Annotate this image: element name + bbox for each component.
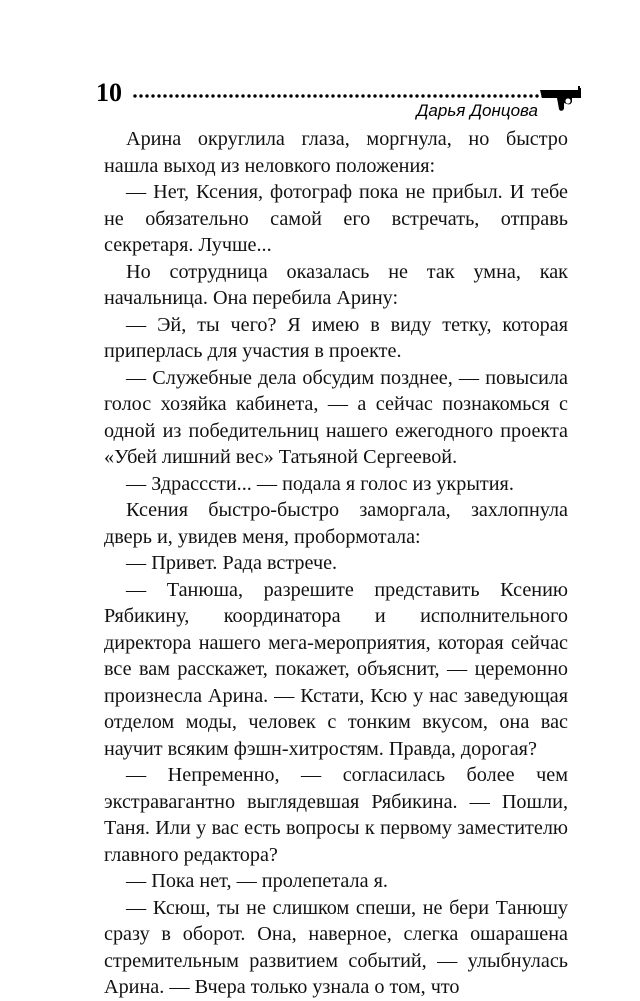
running-header	[96, 70, 582, 120]
pistol-icon	[538, 84, 582, 116]
paragraph: — Ксюш, ты не слишком спеши, не бери Танюшу сразу в оборот. Она, наверное, слегка ошарашена стремительным развитием событий, — улыбнулась Арина. — Вчера только узнала о том, что	[104, 896, 568, 998]
paragraph: — Служебные дела обсудим позднее, — повысила голос хозяйка кабинета, — а сейчас познакомься с одной из победительниц нашего ежегодного проекта «Убей лишний вес» Татьяной Сергеевой.	[104, 366, 568, 468]
paragraph: Но сотрудница оказалась не так умна, как начальница. Она перебила Арину:	[104, 260, 568, 309]
paragraph: — Привет. Рада встрече.	[126, 552, 338, 574]
paragraph: — Здрасссти... — подала я голос из укрытия.	[126, 472, 514, 495]
page-number: 10	[96, 78, 122, 107]
body-text	[104, 126, 568, 1001]
paragraph: — Нет, Ксения, фотограф пока не прибыл. И тебе не обязательно самой его встречать, отправь секретаря. Лучше...	[104, 181, 568, 256]
paragraph: — Пока нет, — пролепетала я.	[126, 870, 388, 892]
author-name: Дарья Донцова	[416, 101, 538, 120]
dotted-leader	[132, 92, 544, 100]
paragraph: Ксения быстро-быстро заморгала, захлопнула дверь и, увидев меня, пробормотала:	[104, 499, 568, 548]
paragraph: — Танюша, разрешите представить Ксению Рябикину, координатора и исполнительного директора нашего мега-мероприятия, которая сейчас все вам расскажет, покажет, объяснит, — церемонно произнесла Арина. — Кстати, Ксю у нас заведующая отделом моды, человек с тонким вкусом, она вас научит всяким фэшн-хитростям. Правда, дорогая?	[104, 578, 568, 760]
paragraph: — Эй, ты чего? Я имею в виду тетку, которая приперлась для участия в проекте.	[104, 313, 568, 362]
paragraph: Арина округлила глаза, моргнула, но быстро нашла выход из неловкого положения:	[104, 128, 568, 177]
paragraph: — Непременно, — согласилась более чем экстравагантно выглядевшая Рябикина. — Пошли, Таня. Или у вас есть вопросы к первому заместителю главного редактора?	[104, 764, 568, 866]
